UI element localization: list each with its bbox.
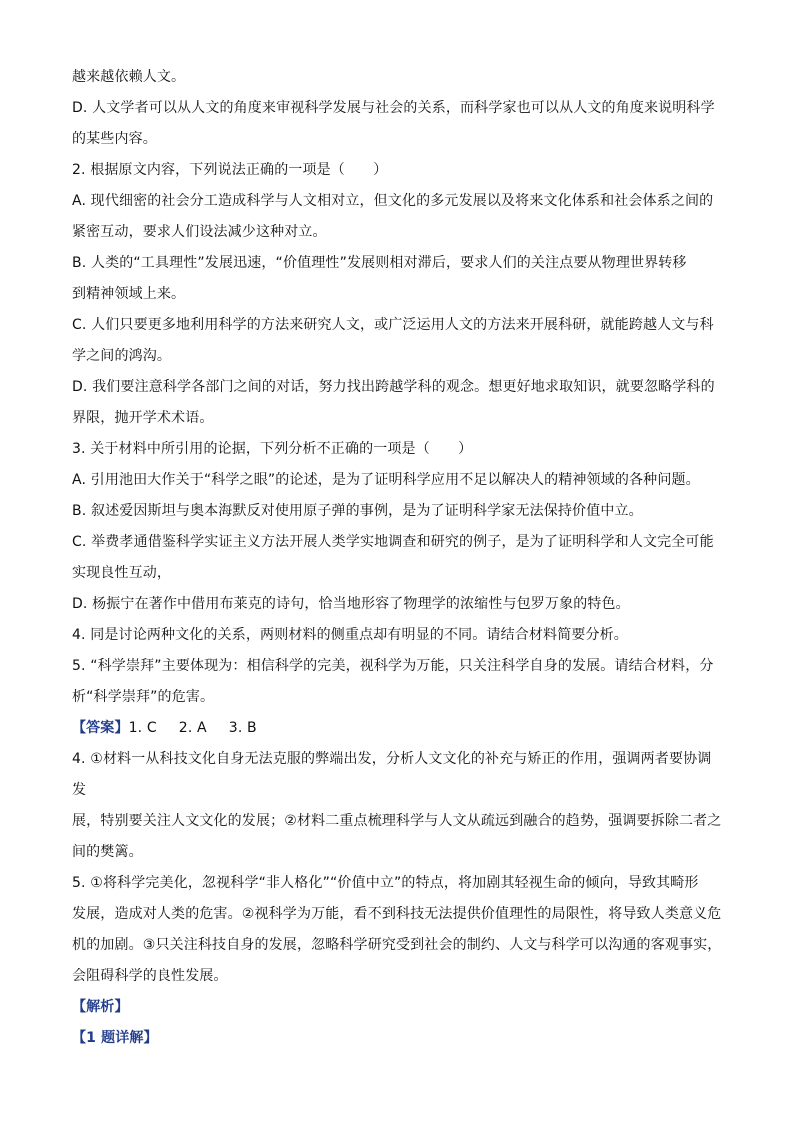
explanation-label: 【解析】 (72, 999, 129, 1015)
text-line: 间的樊篱。 (72, 844, 143, 860)
text-line: 会阻碍科学的良性发展。 (72, 968, 228, 984)
document-body (72, 62, 724, 1054)
option-b-line: B. 人类的“工具理性”发展迅速，“价值理性”发展则相对滞后，要求人们的关注点要从物理世界转移 (72, 255, 687, 271)
text-line: 实现良性互动， (72, 565, 172, 581)
option-b-line: B. 叙述爱因斯坦与奥本海默反对使用原子弹的事例，是为了证明科学家无法保持价值中立。 (72, 503, 643, 519)
text-line: 学之间的鸿沟。 (72, 348, 172, 364)
question-4: 4. 同是讨论两种文化的关系，两则材料的侧重点却有明显的不同。请结合材料简要分析。 (72, 627, 628, 643)
text-line: 的某些内容。 (72, 131, 157, 147)
option-a-line: A. 引用池田大作关于“科学之眼”的论述，是为了证明科学应用不足以解决人的精神领域的各种问题。 (72, 472, 700, 488)
question-3: 3. 关于材料中所引用的论据，下列分析不正确的一项是（ ） (72, 441, 473, 457)
answer-3: 3. B (228, 720, 257, 736)
detail-label: 【1 题详解】 (72, 1030, 158, 1046)
answer-4-line: 4. ①材料一从科技文化自身无法克服的弊端出发，分析人文文化的补充与矫正的作用，强调两者要协调发 (72, 751, 712, 798)
answer-2: 2. A (178, 720, 207, 736)
answer-row (72, 713, 724, 744)
text-line: 界限，抛开学术术语。 (72, 410, 214, 426)
text-line: 到精神领域上来。 (72, 286, 186, 302)
option-d-line: D. 杨振宁在著作中借用布莱克的诗句，恰当地形容了物理学的浓缩性与包罗万象的特色。 (72, 596, 630, 612)
answer-5-line: 5. ①将科学完美化，忽视科学“非人格化”“价值中立”的特点，将加剧其轻视生命的倾向，导致其畸形 (72, 875, 699, 891)
text-line: 机的加剧。③只关注科技自身的发展，忽略科学研究受到社会的制约、人文与科学可以沟通的客观事实， (72, 937, 722, 953)
detail-heading (72, 1023, 724, 1054)
option-c-line: C. 人们只要更多地利用科学的方法来研究人文，或广泛运用人文的方法来开展科研，就能跨越人文与科 (72, 317, 714, 333)
text-line: 展，特别要关注人文文化的发展；②材料二重点梳理科学与人文从疏远到融合的趋势，强调要拆除二者之 (72, 813, 722, 829)
answer-1: 1. C (128, 720, 157, 736)
option-d-line: D. 人文学者可以从人文的角度来审视科学发展与社会的关系，而科学家也可以从人文的角度来说明科学 (72, 100, 715, 116)
answer-label: 【答案】 (72, 720, 129, 736)
explanation-heading (72, 992, 724, 1023)
option-d-line: D. 我们要注意科学各部门之间的对话，努力找出跨越学科的观念。想更好地求取知识，就要忽略学科的 (72, 379, 715, 395)
question-2: 2. 根据原文内容，下列说法正确的一项是（ ） (72, 162, 388, 178)
option-a-line: A. 现代细密的社会分工造成科学与人文相对立，但文化的多元发展以及将来文化体系和社会体系之间的 (72, 193, 714, 209)
text-line: 析“科学崇拜”的危害。 (72, 689, 215, 705)
text-line: 越来越依赖人文。 (72, 69, 186, 85)
question-5: 5. “科学崇拜”主要体现为：相信科学的完美，视科学为万能，只关注科学自身的发展。请结合材料，分 (72, 658, 714, 674)
text-line: 发展，造成对人类的危害。②视科学为万能，看不到科技无法提供价值理性的局限性，将导致人类意义危 (72, 906, 722, 922)
option-c-line: C. 举费孝通借鉴科学实证主义方法开展人类学实地调查和研究的例子，是为了证明科学和人文完全可能 (72, 534, 714, 550)
text-line: 紧密互动，要求人们设法减少这种对立。 (72, 224, 327, 240)
